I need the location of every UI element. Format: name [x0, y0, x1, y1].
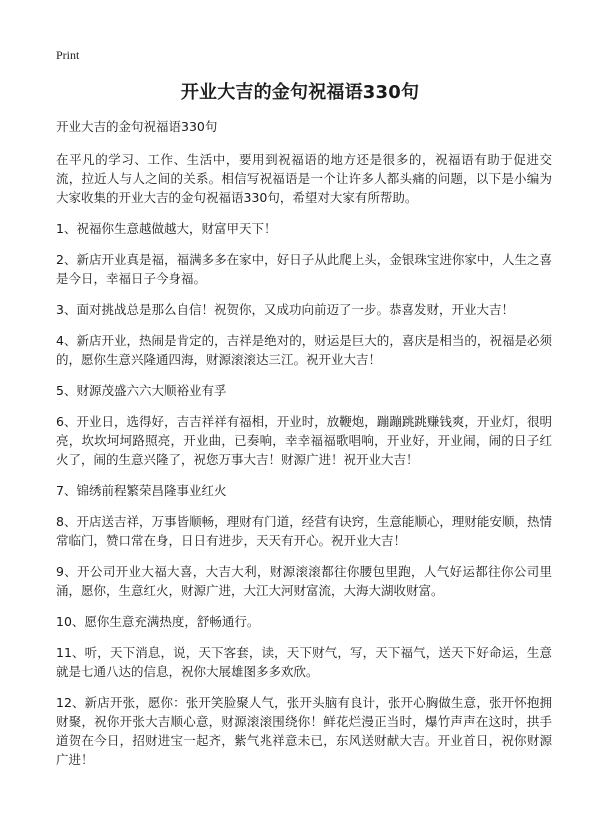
list-item: 4、新店开业，热闹是肯定的，吉祥是绝对的，财运是巨大的，喜庆是相当的，祝福是必须的，愿你生意兴隆通四海，财源滚滚达三江。祝开业大吉！ [56, 333, 552, 367]
document-body [56, 118, 552, 781]
list-item: 1、祝福你生意越做越大，财富甲天下！ [56, 221, 277, 236]
list-item: 9、开公司开业大福大喜，大吉大利，财源滚滚都往你腰包里跑，人气好运都往你公司里涌，愿你，生意红火，财源广进，大江大河财富流，大海大湖收财富。 [56, 564, 552, 598]
list-item: 6、开业日，选得好，吉吉祥祥有福相，开业时，放鞭炮，蹦蹦跳跳赚钱爽，开业灯，很明亮，坎坎坷坷路照亮，开业曲，已奏响，幸幸福福歌唱响，开业好，开业闹，闹的日子红火了，闹的生意兴隆了，祝您万事大吉！财源广进！祝开业大吉！ [56, 414, 552, 467]
list-item: 3、面对挑战总是那么自信！祝贺你，又成功向前迈了一步。恭喜发财，开业大吉！ [56, 302, 514, 317]
list-item: 12、新店开张，愿你：张开笑脸聚人气，张开头脑有良计，张开心胸做生意，张开怀抱拥财聚，祝你开张大吉顺心意，财源滚滚围绕你！鲜花烂漫正当时，爆竹声声在这时，拱手道贺在今日，招财进宝一起齐，紫气兆祥意未已，东风送财献大吉。开业首日，祝你财源广进！ [56, 695, 552, 767]
list-item: 11、听，天下消息，说，天下客套，读，天下财气，写，天下福气，送天下好命运，生意就是七通八达的信息，祝你大展雄图多多欢欣。 [56, 645, 552, 679]
list-item: 5、财源茂盛六六大顺裕业有孚 [56, 383, 227, 398]
list-item: 2、新店开业真是福，福满多多在家中，好日子从此爬上头，金银珠宝进你家中，人生之喜是今日，幸福日子今身福。 [56, 252, 552, 286]
document-subtitle: 开业大吉的金句祝福语330句 [56, 119, 218, 134]
list-item: 7、锦绣前程繁荣昌隆事业红火 [56, 483, 227, 498]
page-title: 开业大吉的金句祝福语330句 [180, 82, 420, 103]
intro-paragraph: 在平凡的学习、工作、生活中，要用到祝福语的地方还是很多的，祝福语有助于促进交流，拉近人与人之间的关系。相信写祝福语是一个让许多人都头痛的问题，以下是小编为大家收集的开业大吉的金句祝福语330句，希望对大家有所帮助。 [56, 152, 552, 205]
list-item: 8、开店送吉祥，万事皆顺畅，理财有门道，经营有诀窍，生意能顺心，理财能安顺，热情常临门，赞口常在身，日日有进步，天天有开心。祝开业大吉！ [56, 514, 552, 548]
print-link[interactable]: Print [56, 48, 80, 62]
list-item: 10、愿你生意充满热度，舒畅通行。 [56, 614, 260, 629]
